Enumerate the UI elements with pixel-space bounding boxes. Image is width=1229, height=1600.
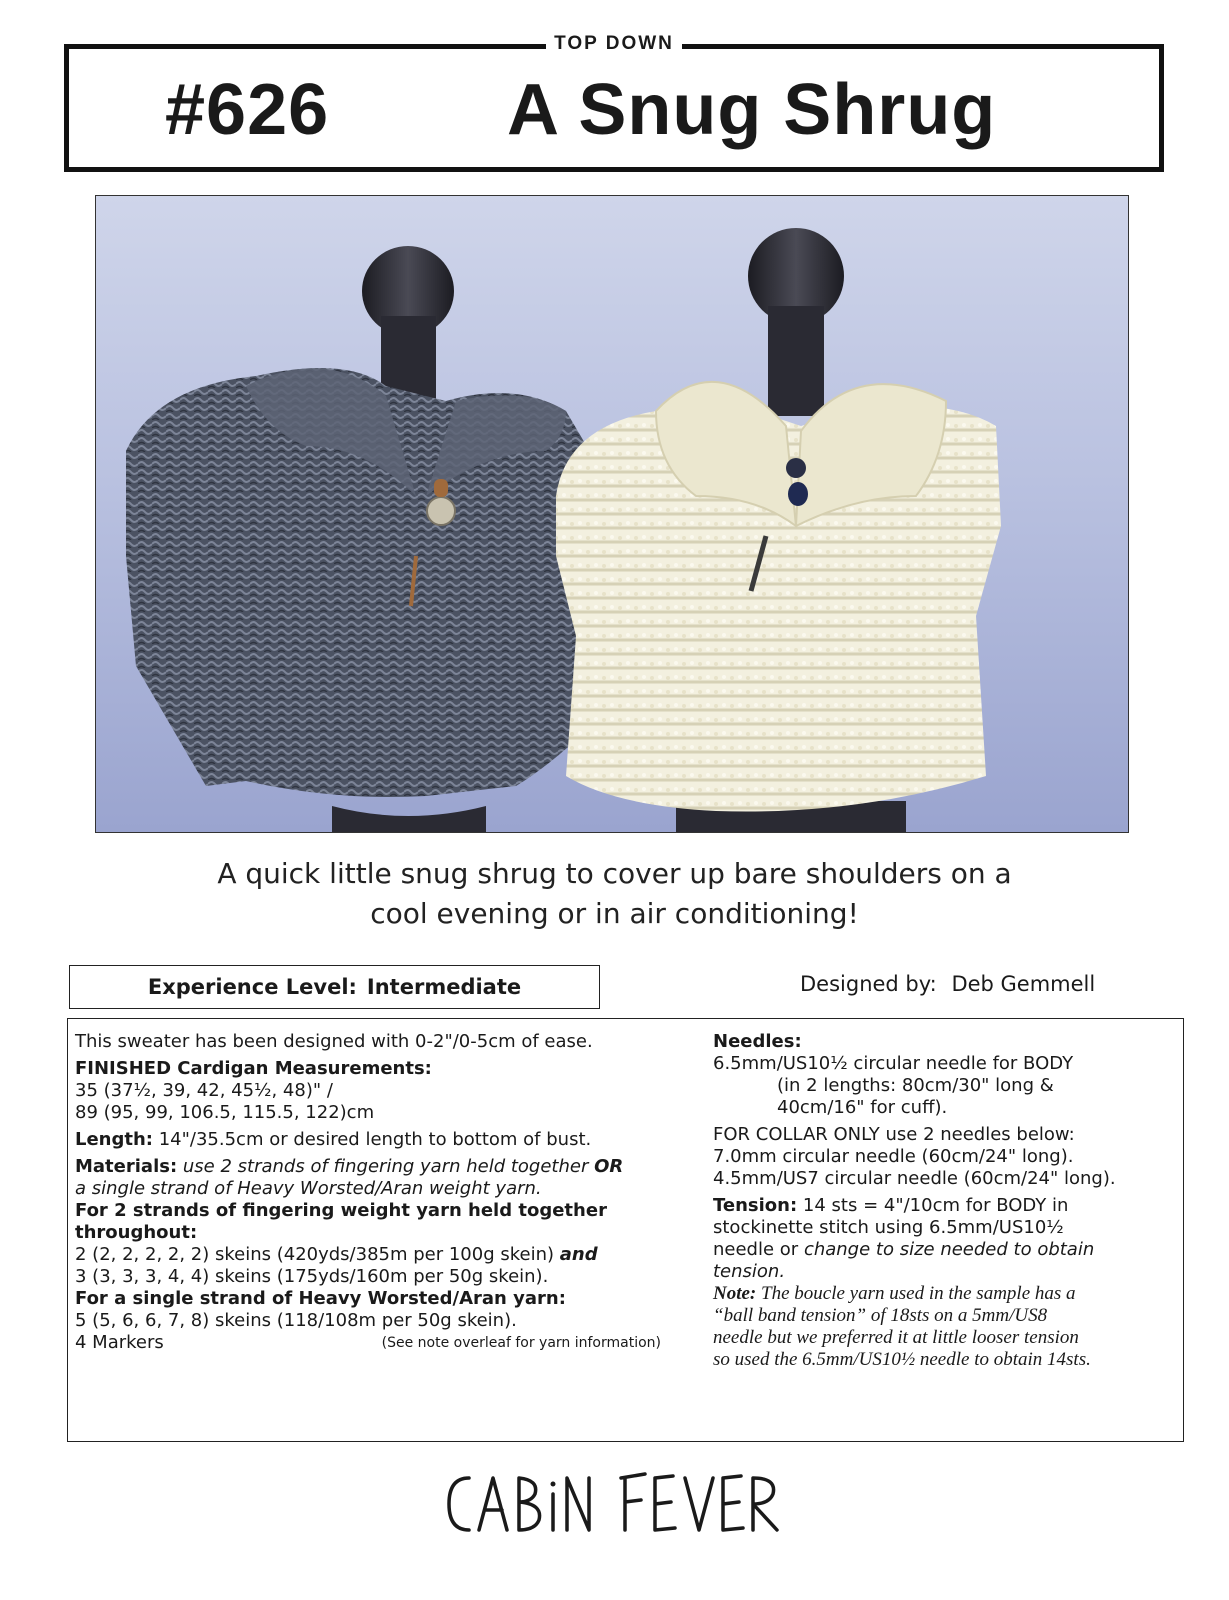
two-strands-heading-2: throughout: xyxy=(75,1222,198,1243)
single-strand-line: 5 (5, 6, 6, 7, 8) skeins (118/108m per 50g skein). xyxy=(75,1310,517,1331)
needles-line-1: 6.5mm/US10½ circular needle for BODY xyxy=(713,1053,1074,1074)
cabin-fever-logo-image xyxy=(435,1464,795,1540)
tension-label: Tension: xyxy=(713,1195,798,1216)
two-strands-and: and xyxy=(559,1244,598,1265)
details-right-column xyxy=(713,1031,1178,1371)
tension-line-3 xyxy=(713,1239,1178,1261)
designer-label: Designed by: xyxy=(800,972,937,996)
needles-line-2: (in 2 lengths: 80cm/30" long & xyxy=(777,1075,1054,1096)
finished-inches: 35 (37½, 39, 42, 45½, 48)" / xyxy=(75,1080,333,1101)
needles-line-3: 40cm/16" for cuff). xyxy=(777,1097,948,1118)
pattern-details-box xyxy=(67,1018,1184,1442)
finished-heading: FINISHED Cardigan Measurements: xyxy=(75,1058,432,1079)
cabin-fever-logo xyxy=(0,1464,1229,1544)
two-strands-line-1 xyxy=(75,1244,705,1266)
single-strand-heading: For a single strand of Heavy Worsted/Aran yarn: xyxy=(75,1288,566,1309)
collar-line-1: FOR COLLAR ONLY use 2 needles below: xyxy=(713,1124,1075,1145)
needles-heading: Needles: xyxy=(713,1031,802,1052)
materials-or: OR xyxy=(594,1156,624,1177)
finished-cm: 89 (95, 99, 106.5, 115.5, 122)cm xyxy=(75,1102,375,1123)
two-strands-amount-1: 2 (2, 2, 2, 2, 2) skeins (420yds/385m per 100g skein) xyxy=(75,1244,555,1265)
length-line xyxy=(75,1129,705,1151)
designer-credit xyxy=(800,972,1095,996)
markers-line xyxy=(75,1332,705,1354)
materials-line-1 xyxy=(75,1156,705,1178)
tension-line-2: stockinette stitch using 6.5mm/US10½ xyxy=(713,1217,1064,1238)
tension-text-1: 14 sts = 4"/10cm for BODY in xyxy=(802,1195,1069,1216)
yarn-note: (See note overleaf for yarn information) xyxy=(381,1335,661,1351)
tagline xyxy=(60,854,1169,934)
length-label: Length: xyxy=(75,1129,153,1150)
collar-line-2: 7.0mm circular needle (60cm/24" long). xyxy=(713,1146,1074,1167)
details-left-column xyxy=(75,1031,705,1354)
tension-line-4: tension. xyxy=(713,1261,786,1282)
pattern-number: #626 xyxy=(165,70,330,150)
tension-text-3-italic: change to size needed to obtain xyxy=(803,1239,1095,1260)
note-line-4: so used the 6.5mm/US10½ needle to obtain 14sts. xyxy=(713,1349,1091,1370)
note-label: Note: xyxy=(713,1283,757,1304)
note-line-2: “ball band tension” of 18sts on a 5mm/US8 xyxy=(713,1305,1048,1326)
ease-text: This sweater has been designed with 0-2"/0-5cm of ease. xyxy=(75,1031,593,1052)
tagline-line-2: cool evening or in air conditioning! xyxy=(370,897,859,930)
two-strands-heading-1: For 2 strands of fingering weight yarn held together xyxy=(75,1200,607,1221)
designer-name: Deb Gemmell xyxy=(951,972,1096,996)
materials-label: Materials: xyxy=(75,1156,178,1177)
two-strands-line-2: 3 (3, 3, 3, 4, 4) skeins (175yds/160m per 50g skein). xyxy=(75,1266,549,1287)
note-line-3: needle but we preferred it at little looser tension xyxy=(713,1327,1079,1348)
collar-line-3: 4.5mm/US7 circular needle (60cm/24" long). xyxy=(713,1168,1116,1189)
experience-value: Intermediate xyxy=(366,975,522,999)
tagline-line-1: A quick little snug shrug to cover up bare shoulders on a xyxy=(217,857,1012,890)
markers-text: 4 Markers xyxy=(75,1332,164,1353)
note-line-1 xyxy=(713,1283,1178,1305)
materials-text-2: a single strand of Heavy Worsted/Aran weight yarn. xyxy=(75,1178,542,1199)
top-label: TOP DOWN xyxy=(546,33,682,54)
materials-text-1: use 2 strands of fingering yarn held together xyxy=(182,1156,589,1177)
pattern-title: A Snug Shrug xyxy=(507,70,997,150)
experience-label: Experience Level: xyxy=(147,975,357,999)
tension-text-3: needle or xyxy=(713,1239,799,1260)
title-box xyxy=(64,33,1164,172)
product-photo xyxy=(95,195,1129,833)
length-value: 14"/35.5cm or desired length to bottom of bust. xyxy=(158,1129,592,1150)
tension-line-1 xyxy=(713,1195,1178,1217)
note-text-1: The boucle yarn used in the sample has a xyxy=(761,1283,1076,1304)
shrugs-on-mannequins-image xyxy=(96,196,1128,832)
experience-level-box xyxy=(69,965,600,1009)
